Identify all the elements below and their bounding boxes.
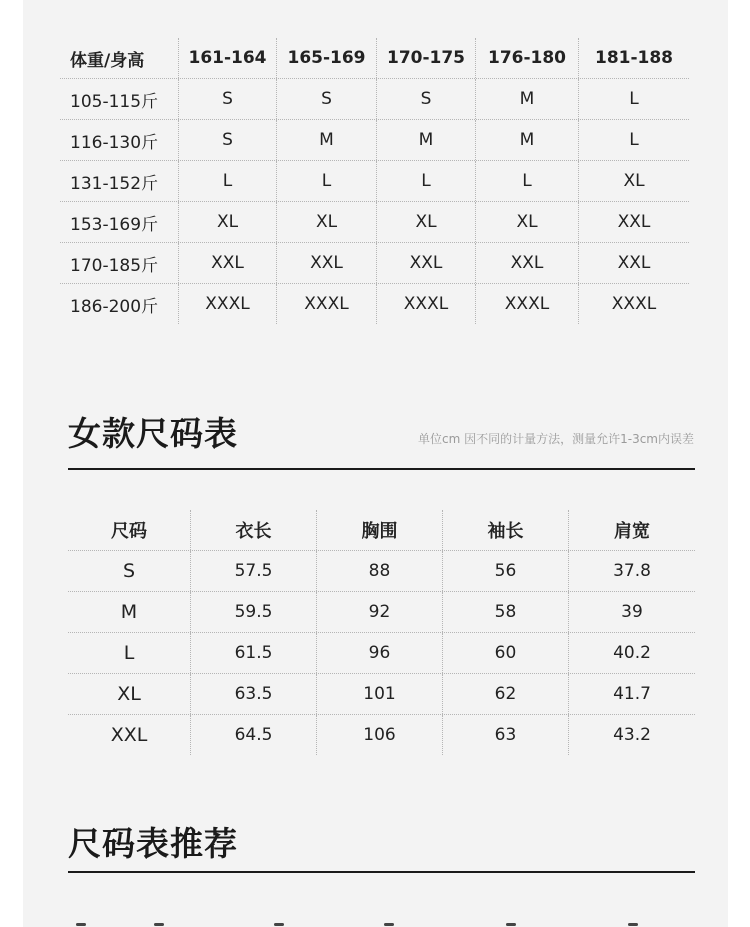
size-cell: S [178, 120, 276, 160]
header-cell: 161-164 [178, 38, 276, 78]
sleeve-cell: 60 [442, 633, 568, 673]
table-row [68, 551, 695, 592]
size-cell: XXXL [276, 284, 376, 324]
size-cell: XXL [475, 243, 578, 283]
table-row [60, 284, 689, 324]
chest-cell: 106 [316, 715, 442, 755]
size-cell: XL [475, 202, 578, 242]
recommendation-title: 尺码表推荐 [68, 824, 238, 863]
section-divider [68, 468, 695, 470]
size-cell: L [123, 642, 135, 664]
table-row [68, 674, 695, 715]
size-cell: M [475, 120, 578, 160]
length-cell: 61.5 [190, 633, 316, 673]
chest-cell: 88 [316, 551, 442, 591]
table-row [60, 161, 689, 202]
section-divider [68, 871, 695, 873]
size-cell: XXL [178, 243, 276, 283]
header-cell: 170-175 [376, 38, 475, 78]
shoulder-cell: 41.7 [568, 674, 695, 714]
size-cell: L [178, 161, 276, 201]
women-size-table [68, 510, 695, 755]
size-cell: L [376, 161, 475, 201]
weight-cell: 170-185斤 [70, 255, 159, 276]
sleeve-cell: 56 [442, 551, 568, 591]
size-cell: L [578, 79, 689, 119]
shoulder-cell: 43.2 [568, 715, 695, 755]
header-cell: 176-180 [475, 38, 578, 78]
length-cell: 57.5 [190, 551, 316, 591]
header-cell: 尺码 [111, 521, 147, 542]
weight-height-size-table [60, 38, 689, 324]
size-cell: XL [376, 202, 475, 242]
table-row [68, 715, 695, 755]
table-row [60, 79, 689, 120]
weight-cell: 131-152斤 [70, 173, 159, 194]
sleeve-cell: 63 [442, 715, 568, 755]
header-cell: 袖长 [442, 510, 568, 550]
size-cell: L [276, 161, 376, 201]
size-cell: XL [178, 202, 276, 242]
sleeve-cell: 62 [442, 674, 568, 714]
chest-cell: 96 [316, 633, 442, 673]
sleeve-cell: 58 [442, 592, 568, 632]
size-cell: L [475, 161, 578, 201]
table-row [68, 633, 695, 674]
header-cell: 体重/身高 [70, 50, 145, 71]
cut-off-text-row [68, 915, 695, 927]
table-header-row [60, 38, 689, 79]
table-row [60, 120, 689, 161]
header-cell: 胸围 [316, 510, 442, 550]
length-cell: 64.5 [190, 715, 316, 755]
length-cell: 59.5 [190, 592, 316, 632]
chest-cell: 101 [316, 674, 442, 714]
size-cell: XXL [110, 724, 148, 746]
measurement-note: 单位cm 因不同的计量方法，测量允许1-3cm内误差 [418, 432, 694, 446]
size-cell: S [376, 79, 475, 119]
size-cell: XL [578, 161, 689, 201]
table-header-row [68, 510, 695, 551]
table-row [60, 202, 689, 243]
header-cell: 肩宽 [568, 510, 695, 550]
size-cell: S [122, 560, 136, 582]
size-cell: XXL [578, 202, 689, 242]
size-cell: M [475, 79, 578, 119]
weight-cell: 105-115斤 [70, 91, 159, 112]
size-cell: M [276, 120, 376, 160]
table-row [60, 243, 689, 284]
size-cell: XL [276, 202, 376, 242]
weight-cell: 186-200斤 [70, 296, 159, 317]
size-cell: S [276, 79, 376, 119]
length-cell: 63.5 [190, 674, 316, 714]
size-cell: S [178, 79, 276, 119]
size-cell: XL [117, 683, 141, 705]
chest-cell: 92 [316, 592, 442, 632]
size-cell: XXXL [376, 284, 475, 324]
size-cell: XXL [376, 243, 475, 283]
weight-cell: 116-130斤 [70, 132, 159, 153]
size-cell: L [578, 120, 689, 160]
size-cell: XXXL [578, 284, 689, 324]
size-cell: XXXL [178, 284, 276, 324]
size-cell: XXL [578, 243, 689, 283]
header-cell: 181-188 [578, 38, 689, 78]
header-cell: 165-169 [276, 38, 376, 78]
size-cell: M [120, 601, 138, 623]
shoulder-cell: 39 [568, 592, 695, 632]
women-size-chart-title: 女款尺码表 [68, 414, 238, 453]
size-cell: XXL [276, 243, 376, 283]
shoulder-cell: 40.2 [568, 633, 695, 673]
header-cell: 衣长 [190, 510, 316, 550]
size-cell: M [376, 120, 475, 160]
table-row [68, 592, 695, 633]
size-cell: XXXL [475, 284, 578, 324]
shoulder-cell: 37.8 [568, 551, 695, 591]
weight-cell: 153-169斤 [70, 214, 159, 235]
